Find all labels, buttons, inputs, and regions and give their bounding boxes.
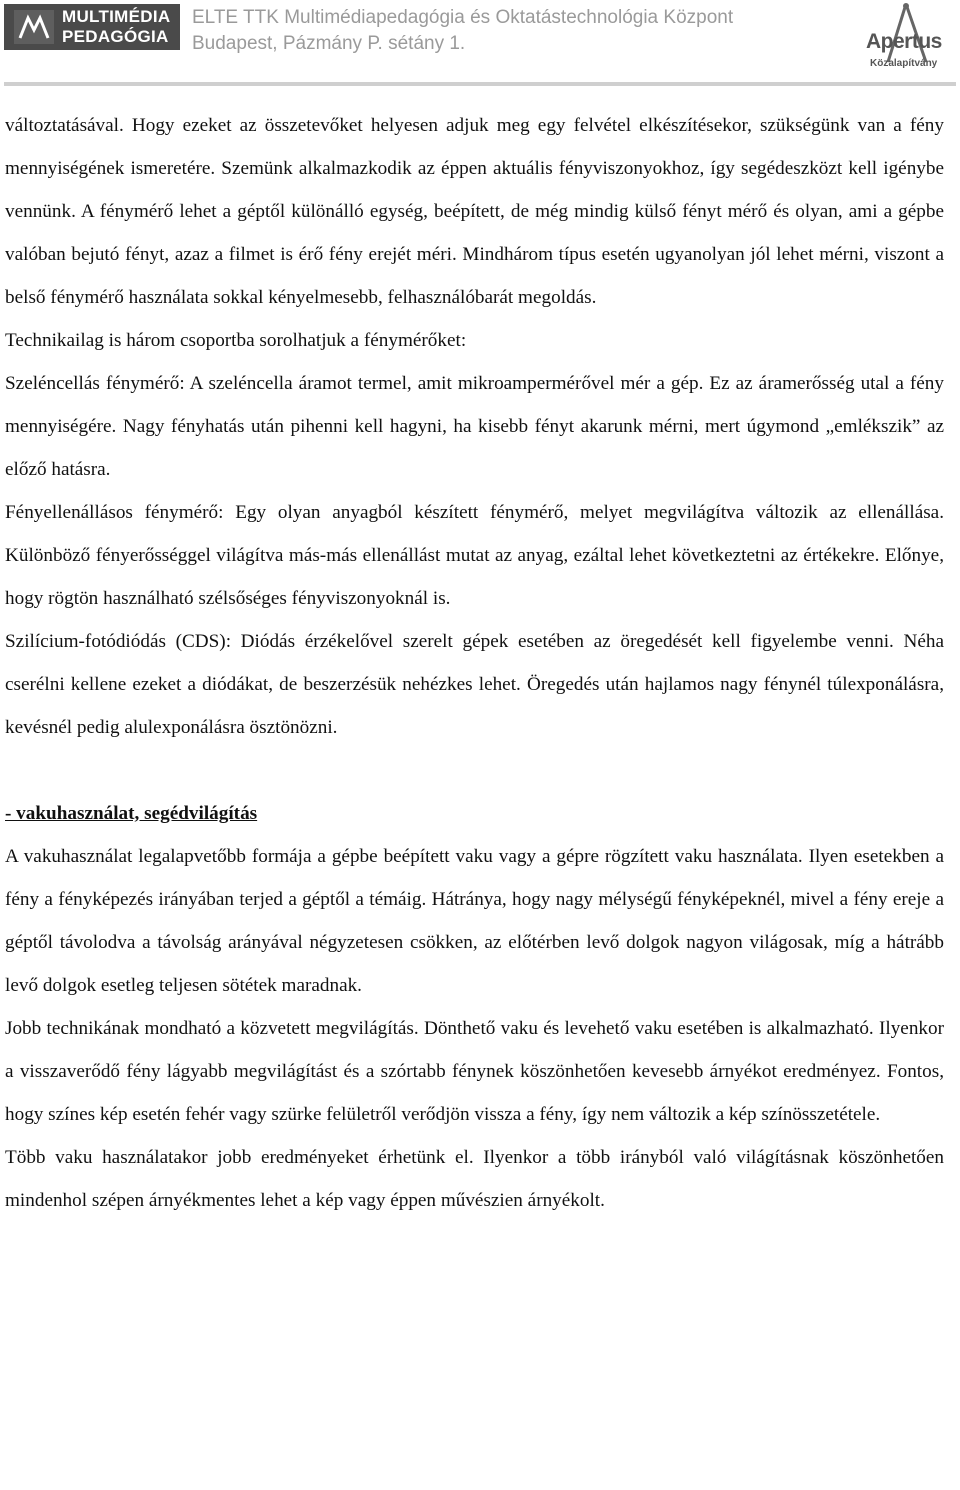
apertus-logo xyxy=(858,2,958,78)
page-header xyxy=(0,0,960,82)
paragraph: Fényellenállásos fénymérő: Egy olyan anyagból készített fénymérő, melyet megvilágítva változik az ellenállása. Különböző fényerősséggel világítva más-más ellenállást mutat az anyag, ezáltal lehet következtetni az értékekre. Előnye, hogy rögtön használható szélsőséges fényviszonyoknál is. xyxy=(5,502,944,609)
logo-left-line2: PEDAGÓGIA xyxy=(62,27,169,46)
paragraph: A vakuhasználat legalapvetőbb formája a gépbe beépített vaku vagy a gépre rögzített vaku használata. Ilyen esetekben a fény a fényképezés irányában terjed a géptől a témáig. Hátránya, hogy nagy mélységű fényképeknél, mivel a fény ereje a géptől távolodva a távolság arányával négyzetesen csökken, az előtérben levő dolgok nagyon világosak, míg a hátrább levő dolgok esetleg teljesen sötétek maradnak. xyxy=(5,846,944,996)
multimedia-pedagogia-logo-icon xyxy=(14,10,54,44)
logo-right-subtitle: Közalapítvány xyxy=(870,58,938,69)
paragraph: Jobb technikának mondható a közvetett megvilágítás. Dönthető vaku és levehető vaku esetében is alkalmazható. Ilyenkor a visszaverődő fény lágyabb megvilágítást és a szórtabb fénynek köszönhetően kevesebb árnyékot eredményez. Fontos, hogy színes kép esetén fehér vagy szürke felületről verődjön vissza a fény, így nem változik a kép színösszetétele. xyxy=(5,1018,944,1125)
logo-left-line1: MULTIMÉDIA xyxy=(62,7,171,26)
multimedia-pedagogia-logo xyxy=(4,4,180,50)
institute-address: Budapest, Pázmány P. sétány 1. xyxy=(192,33,466,54)
section-heading: - vakuhasználat, segédvilágítás xyxy=(5,803,258,824)
logo-right-name: Apertus xyxy=(866,30,942,53)
paragraph: változtatásával. Hogy ezeket az összetevőket helyesen adjuk meg egy felvétel elkészítésekor, szükségünk van a fény mennyiségének ismeretére. Szemünk alkalmazkodik az éppen aktuális fényviszonyokhoz, így segédeszközt kell igénybe vennünk. A fénymérő lehet a géptől különálló egység, beépített, de még mindig külső fényt mérő és olyan, ami a gépbe valóban bejutó fényt, azaz a filmet is érő fény erejét méri. Mindhárom típus esetén ugyanolyan jól lehet mérni, viszont a belső fénymérő használata sokkal kényelmesebb, felhasználóbarát megoldás. xyxy=(5,115,944,308)
paragraph: Technikailag is három csoportba sorolhatjuk a fénymérőket: xyxy=(5,330,467,351)
paragraph: Szilícium-fotódiódás (CDS): Diódás érzékelővel szerelt gépek esetében az öregedését kell figyelembe venni. Néha cserélni kellene ezeket a diódákat, de beszerzésük nehézkes lehet. Öregedés után hajlamos nagy fénynél túlexponálásra, kevésnél pedig alulexponálásra ösztönözni. xyxy=(5,631,944,738)
institute-info xyxy=(192,5,733,57)
institute-name: ELTE TTK Multimédiapedagógia és Oktatástechnológia Központ xyxy=(192,7,734,28)
paragraph: Szeléncellás fénymérő: A szeléncella áramot termel, amit mikroampermérővel mér a gép. Ez az áramerősség utal a fény mennyiségére. Nagy fényhatás után pihenni kell hagyni, ha kisebb fényt akarunk mérni, mert úgymond „emlékszik” az előző hatásra. xyxy=(5,373,944,480)
paragraph: Több vaku használatakor jobb eredményeket érhetünk el. Ilyenkor a több irányból való világításnak köszönhetően mindenhol szépen árnyékmentes lehet a kép vagy éppen művészien árnyékolt. xyxy=(5,1147,944,1211)
header-divider xyxy=(4,82,956,86)
document-body xyxy=(5,104,944,1222)
